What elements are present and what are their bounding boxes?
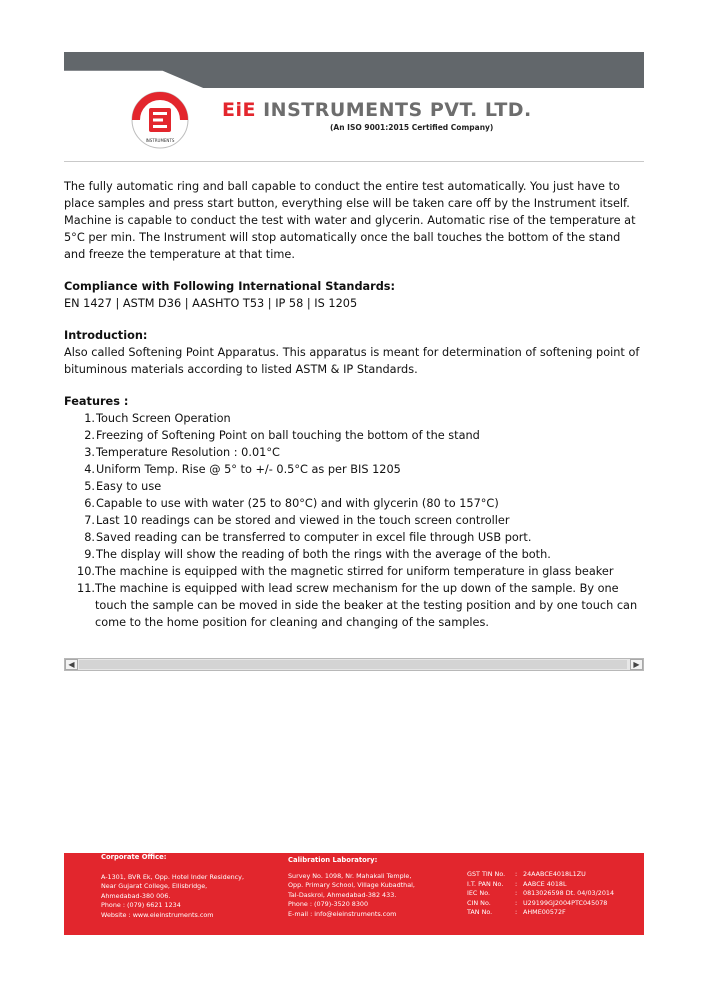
scrollbar-thumb[interactable] (79, 660, 627, 669)
list-item: 5. Easy to use (84, 480, 162, 493)
company-logo (130, 90, 190, 150)
horizontal-scrollbar[interactable] (64, 658, 644, 671)
calibration-line: Phone : (079)-3520 8300 (288, 900, 369, 909)
introduction-heading: Introduction: (64, 329, 148, 342)
registration-row: GST TIN No. : 24AABCE4018L1ZU (467, 870, 586, 878)
features-list (64, 410, 644, 631)
calibration-line: Survey No. 1098, Nr. Mahakali Temple, (288, 871, 412, 880)
list-item: 1. Touch Screen Operation (84, 412, 231, 425)
compliance-heading: Compliance with Following International Standards: (64, 280, 396, 293)
list-item: 4. Uniform Temp. Rise @ 5° to +/- 0.5°C as per BIS 1205 (84, 463, 401, 476)
header-divider (64, 161, 644, 162)
brand-prefix: EiE (222, 99, 256, 121)
registration-row: TAN No. : AHME00572F (467, 908, 566, 917)
document-content (64, 178, 644, 631)
list-item: 9. The display will show the reading of both the rings with the average of the both. (84, 548, 551, 561)
list-item: 11. The machine is equipped with lead screw mechanism for the up down of the sample. By one touch the sample can be moved in side the beaker at the testing position and by one touch can come to the home position for cleaning and changing of the samples. (77, 582, 638, 629)
introduction-text: Also called Softening Point Apparatus. This apparatus is meant for determination of softening point of bituminous materials according to listed ASTM & IP Standards. (64, 346, 640, 376)
calibration-heading: Calibration Laboratory: (288, 856, 378, 864)
scroll-right-arrow-icon[interactable]: ▶ (630, 659, 643, 670)
calibration-line: Tal-Daskroi, Ahmedabad-382 433. (288, 890, 397, 899)
list-item: 7. Last 10 readings can be stored and viewed in the touch screen controller (84, 514, 510, 527)
corporate-line: A-1301, BVR Ek, Opp. Hotel Inder Residency, (101, 872, 244, 881)
company-name (222, 99, 532, 121)
corporate-line: Ahmedabad-380 006. (101, 891, 171, 900)
scroll-left-arrow-icon[interactable]: ◀ (65, 659, 78, 670)
registration-row: IEC No. : 0813026598 Dt. 04/03/2014 (467, 889, 615, 898)
corporate-office (101, 853, 244, 921)
svg-text:INSTRUMENTS: INSTRUMENTS (145, 138, 175, 143)
corporate-website[interactable]: Website : www.eieinstruments.com (101, 910, 214, 919)
corporate-line: Phone : (079) 6621 1234 (101, 901, 181, 910)
list-item: 2. Freezing of Softening Point on ball touching the bottom of the stand (84, 429, 480, 442)
product-description: The fully automatic ring and ball capable to conduct the entire test automatically. You just have to place samples and press start button, everything else will be taken care off by the Instrument itself. Machine is capable to conduct the test with water and glycerin. Automatic rise of the temperature at 5°C per min. The Instrument will stop automatically once the ball touches the bottom of the stand and freeze the temperature at that time. (64, 180, 636, 261)
corporate-heading: Corporate Office: (101, 853, 167, 861)
compliance-text: EN 1427 | ASTM D36 | AASHTO T53 | IP 58 | IS 1205 (64, 297, 358, 310)
header-bar (64, 52, 644, 88)
calibration-line: Opp. Primary School, Village Kubadthal, (288, 881, 415, 890)
list-item: 6. Capable to use with water (25 to 80°C) and with glycerin (80 to 157°C) (84, 497, 499, 510)
footer (64, 853, 644, 935)
registration-details (467, 870, 614, 918)
features-heading: Features : (64, 395, 129, 408)
list-item: 10. The machine is equipped with the magnetic stirred for uniform temperature in glass beaker (77, 565, 614, 578)
registration-row: I.T. PAN No. : AABCE 4018L (467, 879, 567, 888)
calibration-laboratory (288, 853, 415, 920)
brand-rest: INSTRUMENTS PVT. LTD. (255, 99, 532, 121)
iso-tagline: (An ISO 9001:2015 Certified Company) (330, 123, 494, 132)
list-item: 8. Saved reading can be transferred to computer in excel file through USB port. (84, 531, 532, 544)
list-item: 3. Temperature Resolution : 0.01°C (84, 446, 280, 459)
registration-row: CIN No. : U29199GJ2004PTC045078 (467, 898, 608, 907)
calibration-email[interactable]: E-mail : info@eieinstruments.com (288, 909, 397, 918)
corporate-line: Near Gujarat College, Ellisbridge, (101, 882, 208, 891)
